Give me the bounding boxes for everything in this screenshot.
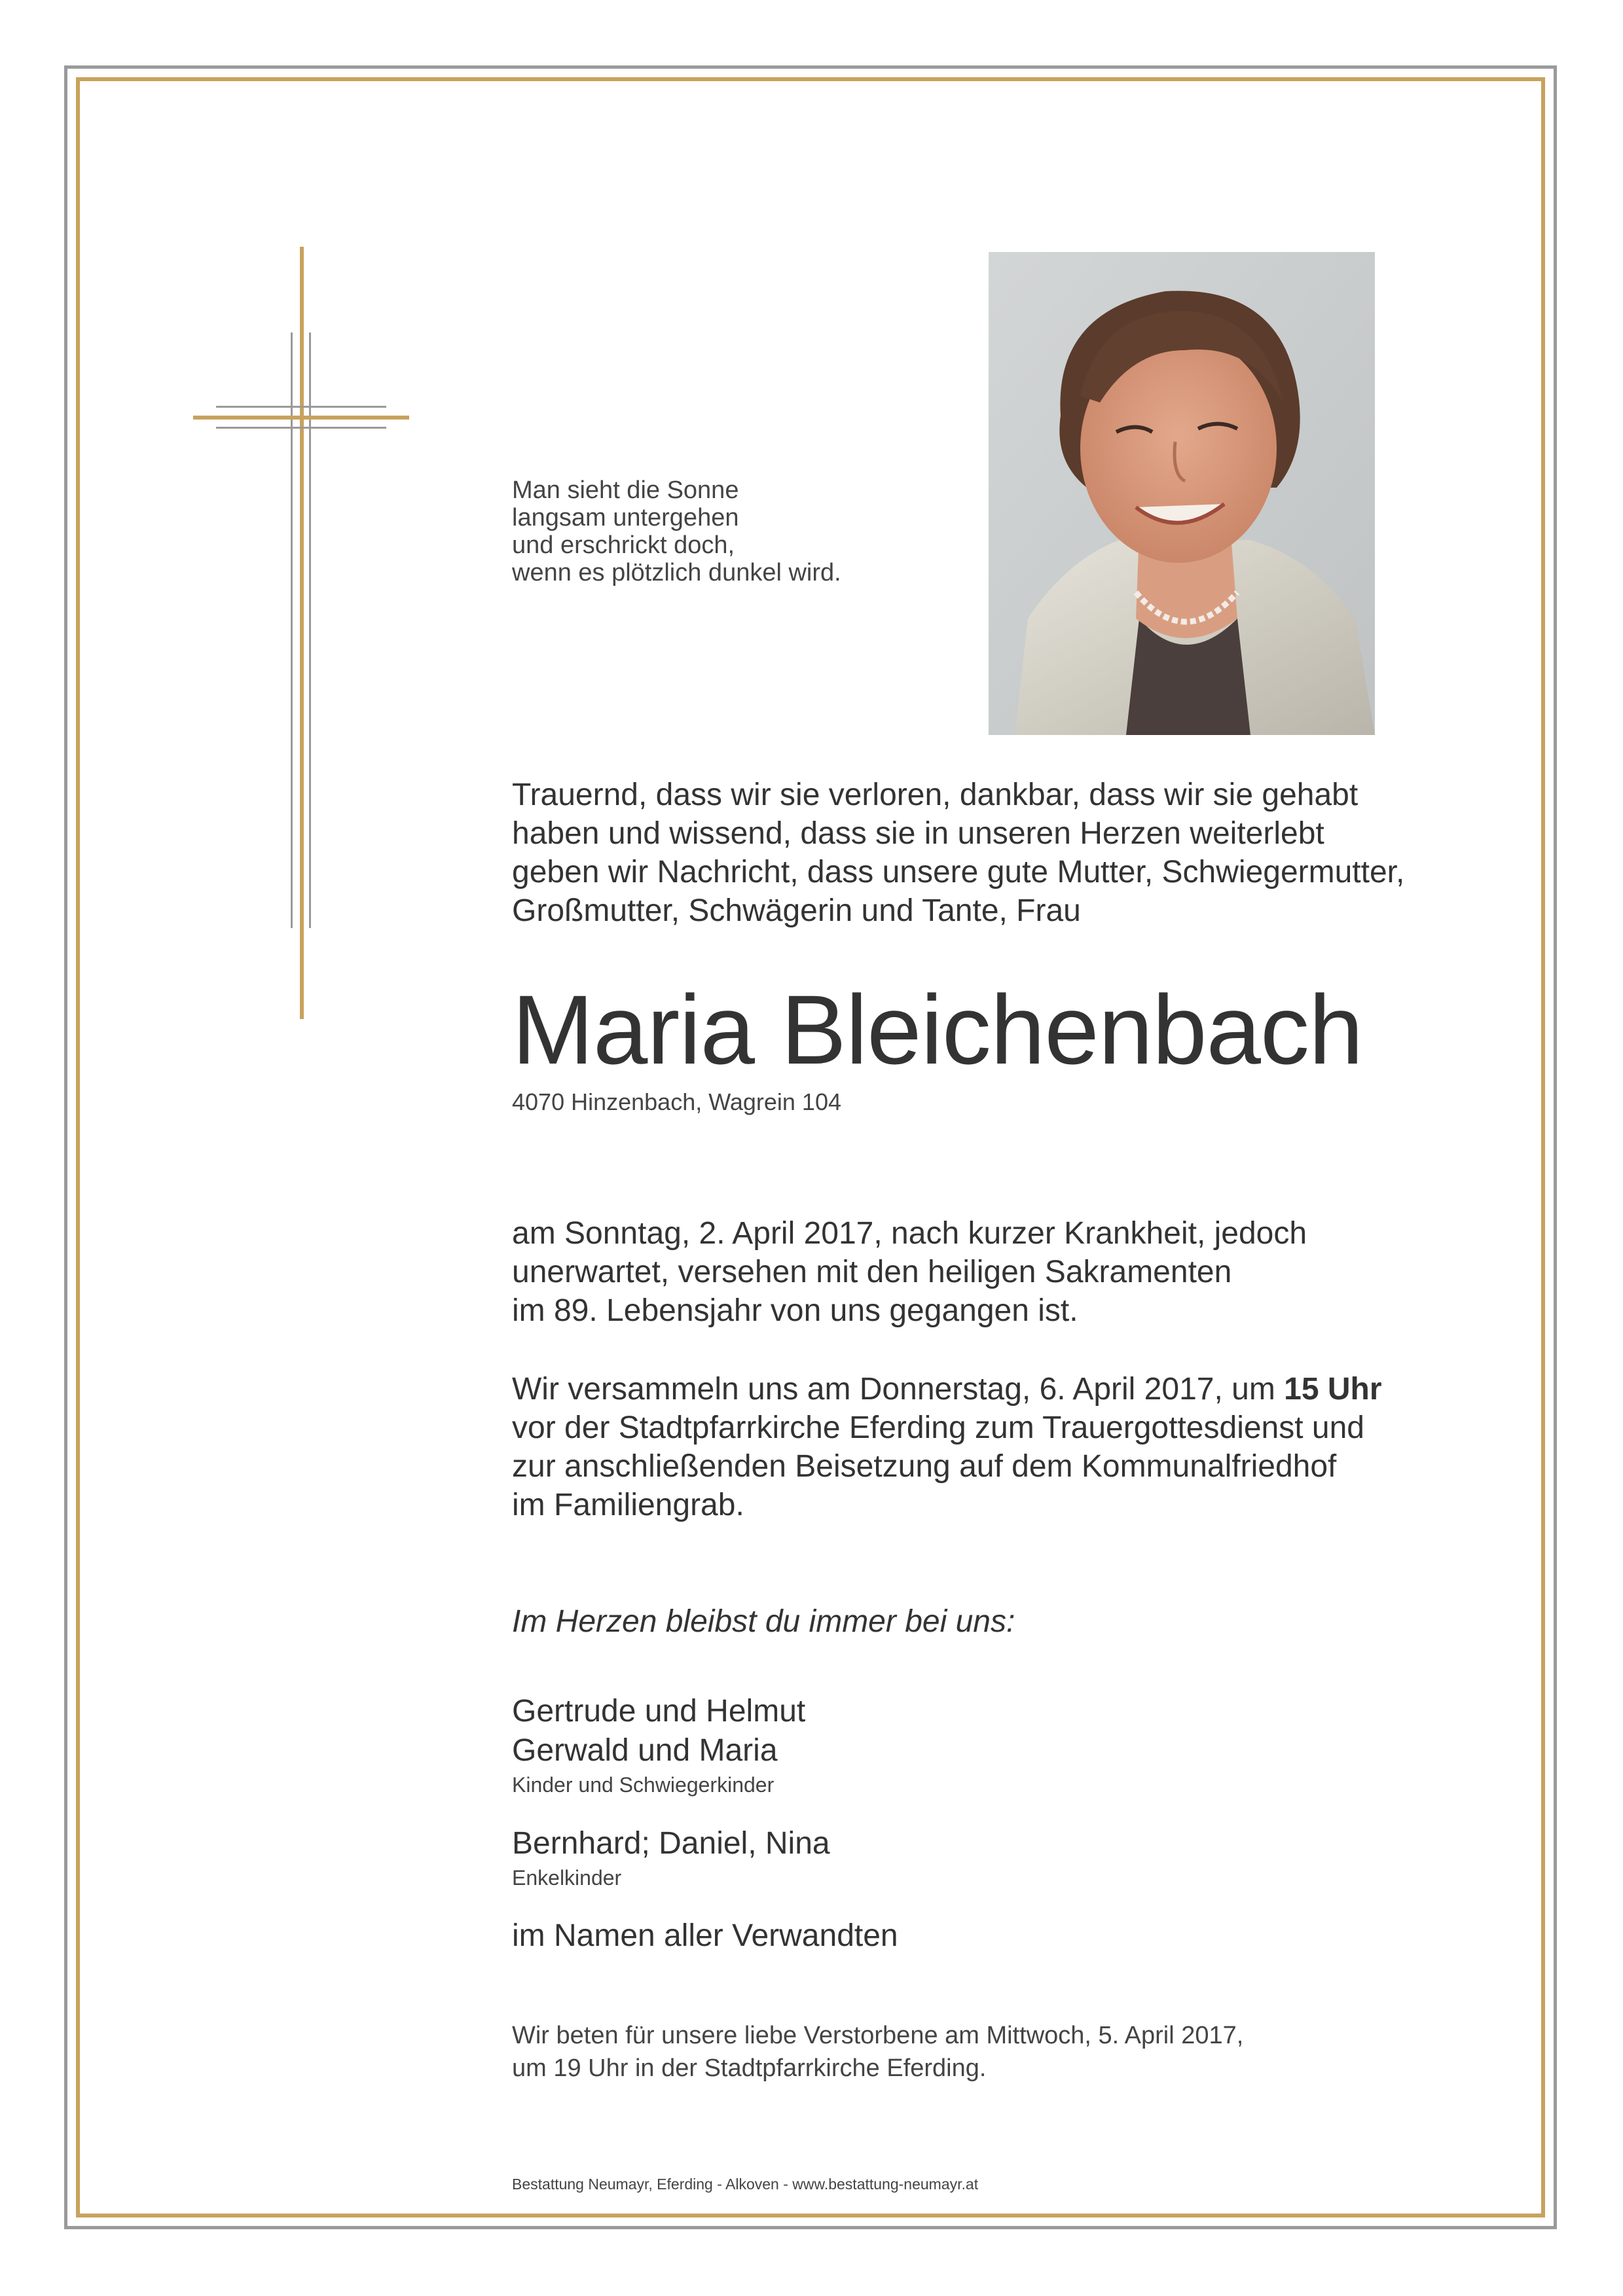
- funeral-info: [512, 1370, 1382, 1524]
- prayer-line: um 19 Uhr in der Stadtpfarrkirche Eferding.: [512, 2054, 987, 2082]
- mourner-children-2: Gerwald und Maria: [512, 1733, 778, 1768]
- poem-line: Man sieht die Sonne: [512, 476, 739, 504]
- mourner-role-grandchildren: Enkelkinder: [512, 1866, 622, 1890]
- funeral-date-text: Wir versammeln uns am Donnerstag, 6. April 2017, um: [512, 1372, 1285, 1407]
- portrait-photo: [989, 252, 1375, 735]
- prayer-notice: [512, 2019, 1243, 2085]
- poem-line: langsam untergehen: [512, 504, 739, 531]
- deceased-address: 4070 Hinzenbach, Wagrein 104: [512, 1088, 841, 1115]
- funeral-line: im Familiengrab.: [512, 1488, 744, 1522]
- mourner-grandchildren: Bernhard; Daniel, Nina: [512, 1826, 830, 1861]
- mourner-children-1: Gertrude und Helmut: [512, 1694, 806, 1729]
- prayer-line: Wir beten für unsere liebe Verstorbene am Mittwoch, 5. April 2017,: [512, 2022, 1244, 2049]
- funeral-line: zur anschließenden Beisetzung auf dem Kommunalfriedhof: [512, 1449, 1337, 1484]
- death-notice-line: unerwartet, versehen mit den heiligen Sakramenten: [512, 1255, 1232, 1289]
- funeral-time: 15 Uhr: [1284, 1372, 1382, 1407]
- deceased-name: Maria Bleichenbach: [512, 975, 1363, 1085]
- intro-paragraph: [512, 776, 1404, 930]
- funeral-line: vor der Stadtpfarrkirche Eferding zum Trauergottesdienst und: [512, 1410, 1364, 1445]
- intro-line: haben und wissend, dass sie in unseren Herzen weiterlebt: [512, 816, 1324, 851]
- poem-line: und erschrickt doch,: [512, 531, 735, 559]
- death-notice-line: im 89. Lebensjahr von uns gegangen ist.: [512, 1293, 1078, 1328]
- intro-line: geben wir Nachricht, dass unsere gute Mutter, Schwiegermutter,: [512, 855, 1405, 889]
- death-notice: [512, 1214, 1307, 1330]
- intro-line: Trauernd, dass wir sie verloren, dankbar, dass wir sie gehabt: [512, 778, 1359, 812]
- poem: [512, 476, 841, 586]
- poem-line: wenn es plötzlich dunkel wird.: [512, 559, 841, 586]
- death-notice-line: am Sonntag, 2. April 2017, nach kurzer Krankheit, jedoch: [512, 1216, 1307, 1251]
- footer-funeral-home: Bestattung Neumayr, Eferding - Alkoven - www.bestattung-neumayr.at: [512, 2176, 979, 2193]
- mourner-role-children: Kinder und Schwiegerkinder: [512, 1773, 775, 1797]
- mourner-relatives: im Namen aller Verwandten: [512, 1918, 898, 1953]
- intro-line: Großmutter, Schwägerin und Tante, Frau: [512, 893, 1081, 928]
- motto: Im Herzen bleibst du immer bei uns:: [512, 1604, 1015, 1639]
- funeral-line: [512, 1370, 1382, 1408]
